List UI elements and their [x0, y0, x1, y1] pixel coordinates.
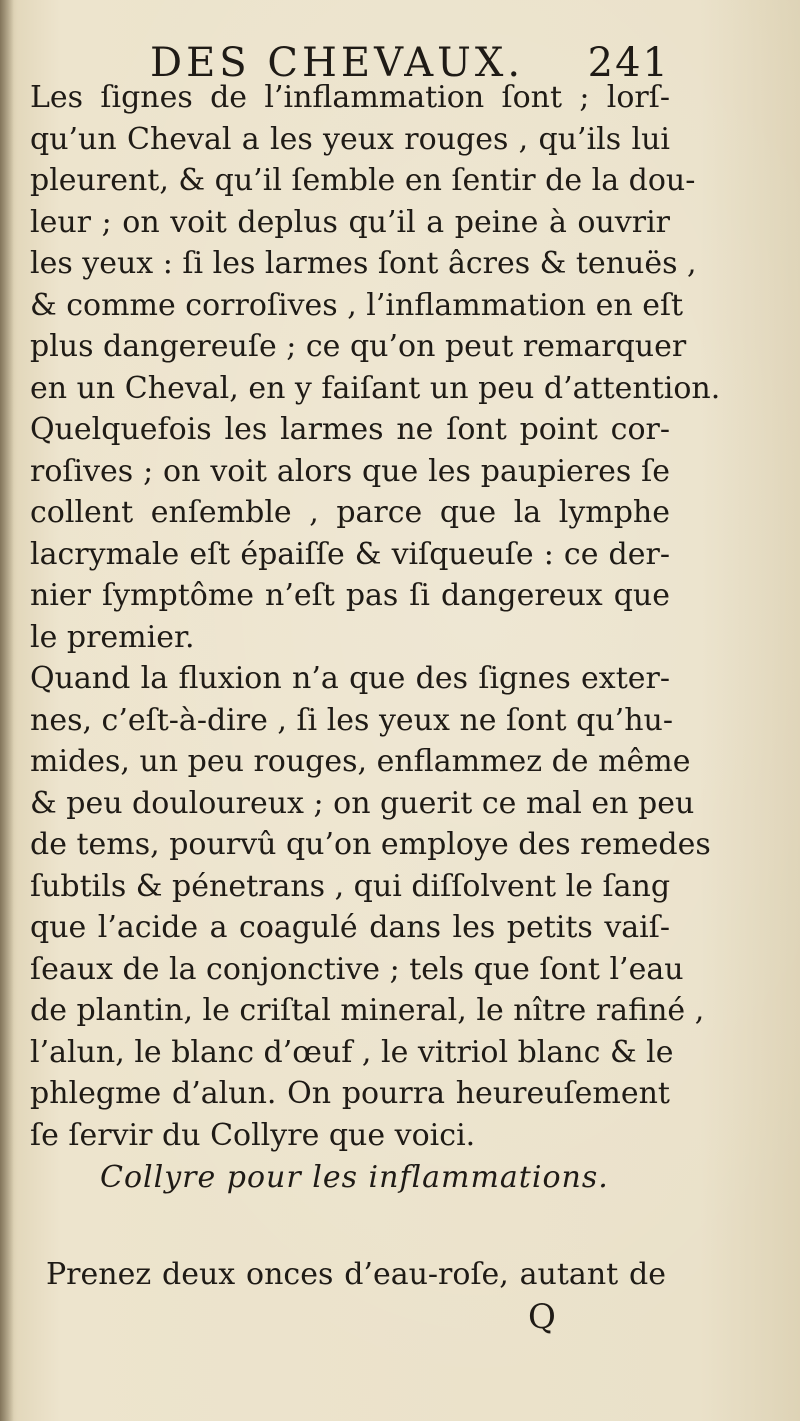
text-line: roſives ; on voit alors que les paupieres ſe	[30, 453, 670, 489]
catchword: Q	[528, 1297, 556, 1337]
section-title: Collyre pour les inflammations.	[100, 1160, 609, 1195]
binding-gutter-shadow	[0, 0, 14, 1421]
text-line: en un Cheval, en y faiſant un peu d’attention.	[30, 370, 721, 406]
text-line: mides, un peu rouges, enflammez de même	[30, 744, 691, 779]
text-line: leur ; on voit deplus qu’il a peine à ouvrir	[30, 204, 670, 240]
text-line: nier ſymptôme n’eſt pas ſi dangereux que	[30, 578, 670, 613]
text-line: Quand la fluxion n’a que des ſignes exter-	[30, 661, 670, 696]
text-line: de plantin, le criſtal mineral, le nître rafiné ,	[30, 993, 705, 1028]
running-head: DES CHEVAUX.	[150, 40, 525, 86]
text-line: ſe ſervir du Collyre que voici.	[30, 1117, 476, 1153]
text-line: Quelquefois les larmes ne ſont point cor-	[30, 412, 670, 447]
text-line: lacrymale eſt épaiſſe & viſqueuſe : ce der-	[30, 536, 670, 572]
text-line: que l’acide a coagulé dans les petits vaiſ-	[30, 910, 670, 945]
text-line: les yeux : ſi les larmes ſont âcres & tenuës ,	[30, 246, 697, 281]
text-line: nes, c’eſt-à-dire , ſi les yeux ne ſont qu’hu-	[30, 702, 673, 738]
text-line: collent enſemble , parce que la lymphe	[30, 495, 670, 530]
text-line: le premier.	[30, 619, 195, 655]
text-line: Les ſignes de l’inflammation ſont ; lorſ-	[30, 80, 670, 115]
text-line: ſubtils & pénetrans , qui diſſolvent le ſang	[30, 868, 671, 904]
text-line: qu’un Cheval a les yeux rouges , qu’ils lui	[30, 121, 670, 157]
text-line: pleurent, & qu’il ſemble en ſentir de la dou-	[30, 163, 696, 198]
text-line: & comme corroſives , l’inflammation en eſt	[30, 287, 684, 323]
text-line: l’alun, le blanc d’œuf , le vitriol blanc & le	[30, 1034, 674, 1070]
text-line: & peu douloureux ; on guerit ce mal en peu	[30, 785, 695, 821]
page-number: 241	[587, 40, 670, 86]
text-line: ſeaux de la conjonctive ; tels que ſont l’eau	[30, 951, 684, 987]
body-text	[30, 77, 721, 1156]
text-line: plus dangereuſe ; ce qu’on peut remarquer	[30, 329, 687, 364]
text-line: phlegme d’alun. On pourra heureuſement	[30, 1076, 670, 1111]
text-line-final: Prenez deux onces d’eau-roſe, autant de	[46, 1257, 666, 1292]
text-line: de tems, pourvû qu’on employe des remedes	[30, 827, 711, 862]
